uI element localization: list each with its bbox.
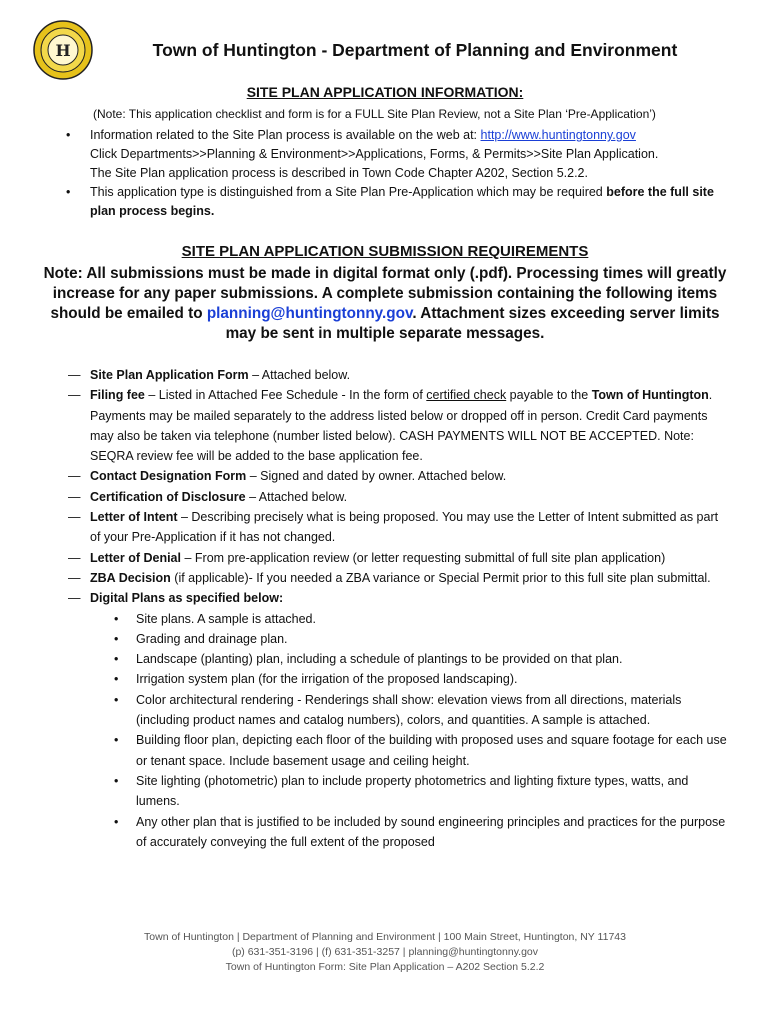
requirement-item: — Site Plan Application Form – Attached below. xyxy=(68,368,351,382)
page-footer: Town of Huntington | Department of Planning and Environment | 100 Main Street, Huntington, NY 11743 (p) 631-351-3196 | (f) 631-351-3257 | planning@huntingtonny.gov Town of Huntington Form: Site Plan Application – A202 Section 5.2.2 xyxy=(144,931,626,973)
list-item: • Color architectural rendering - Renderings shall show: elevation views from all directions, materials (including product names and catalog numbers), colors, and quantities. A sample is attached. xyxy=(114,692,682,728)
email-link[interactable]: planning@huntingtonny.gov xyxy=(206,305,413,322)
list-item: • Site plans. A sample is attached. xyxy=(114,611,316,626)
website-link[interactable]: http://www.huntingtonny.gov xyxy=(480,128,636,142)
requirement-item: — Contact Designation Form – Signed and dated by owner. Attached below. xyxy=(68,469,507,484)
requirement-item: — Letter of Intent – Describing precisely what is being proposed. You may use the Letter of Intent submitted as part of your Pre-Application if it has not changed. xyxy=(68,510,719,545)
bullet-icon: • xyxy=(66,185,71,199)
plans-list xyxy=(68,609,728,853)
submission-note: Note: All submissions must be made in digital format only (.pdf). Processing times will greatly increase for any paper submissions. A complete submission containing the following items should be emailed to planning@huntingtonny.gov. Attachment sizes exceeding server limits may be sent in multiple separate messages. xyxy=(43,265,727,342)
info-heading: SITE PLAN APPLICATION INFORMATION: xyxy=(246,84,524,100)
info-bullet: • Information related to the Site Plan process is available on the web at: http://www.huntingtonny.gov Click Departments>>Planning & Environment>>Applications, Forms, & Permits>>Site Plan Application. The Site Plan application process is described in Town Code Chapter A202, Section 5.2.2. xyxy=(66,128,659,180)
list-item: • Landscape (planting) plan, including a schedule of plantings to be provided on that plan. xyxy=(114,652,623,667)
requirement-item: — ZBA Decision (if applicable)- If you needed a ZBA variance or Special Permit prior to this full site plan submittal. xyxy=(68,570,711,585)
list-item: • Building floor plan, depicting each floor of the building with proposed uses and square footage for each use or tenant space. Include basement usage and ceiling height. xyxy=(114,733,727,768)
requirement-item: — Filing fee – Listed in Attached Fee Schedule - In the form of certified check payable to the Town of Huntington. Payments may be mailed separately to the address listed below or dropped off in person. Credit Card payments may also be taken via telephone (number listed below). CASH PAYMENTS WILL NOT BE ACCEPTED. Note: SEQRA review fee will be added to the base application fee. xyxy=(68,388,713,464)
submission-heading: SITE PLAN APPLICATION SUBMISSION REQUIREMENTS xyxy=(181,243,589,260)
info-note: (Note: This application checklist and form is for a FULL Site Plan Review, not a Site Plan ‘Pre-Application’) xyxy=(93,107,656,121)
bullet-icon: • xyxy=(66,128,71,142)
list-item: • Irrigation system plan (for the irrigation of the proposed landscaping). xyxy=(114,672,518,687)
requirement-item: — Letter of Denial – From pre-application review (or letter requesting submittal of full site plan application) xyxy=(68,550,666,565)
requirement-item: — Certification of Disclosure – Attached below. xyxy=(68,489,348,504)
list-item: • Any other plan that is justified to be included by sound engineering principles and practices for the purpose of accurately conveying the full extent of the proposed xyxy=(114,814,726,849)
info-bullets xyxy=(66,126,730,221)
requirement-item: — Digital Plans as specified below: xyxy=(68,591,284,606)
requirements-list xyxy=(68,365,728,852)
list-item: • Site lighting (photometric) plan to include property photometrics and lighting fixture types, watts, and lumens. xyxy=(114,773,689,809)
info-bullet: • This application type is distinguished from a Site Plan Pre-Application which may be required before the full site plan process begins. xyxy=(66,185,714,218)
list-item: • Grading and drainage plan. xyxy=(114,631,288,646)
seal-letter: H xyxy=(55,41,71,60)
page-title: Town of Huntington - Department of Planning and Environment xyxy=(152,40,678,60)
